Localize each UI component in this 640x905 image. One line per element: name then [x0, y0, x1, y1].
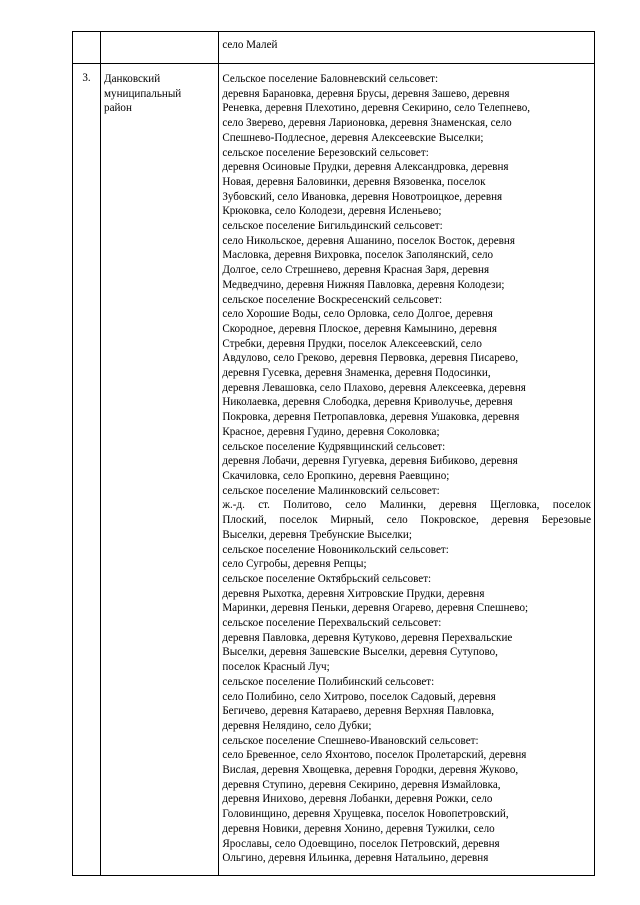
settlement-line: сельское поселение Воскресенский сельсовет: [222, 293, 443, 306]
settlement-line: Долгое, село Стрешнево, деревня Красная Заря, деревня [222, 264, 490, 277]
settlement-line: село Никольское, деревня Ашанино, поселок Восток, деревня [222, 234, 515, 247]
table-row [73, 64, 595, 876]
settlement-line: сельское поселение Октябрьский сельсовет: [222, 572, 432, 585]
settlement-line: Новая, деревня Баловинки, деревня Вязовенка, поселок [222, 175, 486, 188]
settlement-line: деревня Осиновые Прудки, деревня Александровка, деревня [222, 161, 509, 174]
settlement-line: Красное, деревня Гудино, деревня Соколовка; [222, 425, 440, 438]
settlement-line: Маринки, деревня Пеньки, деревня Огарево, деревня Спешнево; [222, 602, 529, 615]
settlement-line: Спешнево-Подлесное, деревня Алексеевские Выселки; [222, 131, 484, 144]
settlement-line: сельское поселение Березовский сельсовет: [222, 146, 429, 159]
settlement-line: Масловка, деревня Вихровка, поселок Заполянский, село [222, 249, 494, 262]
settlement-line: сельское поселение Перехвальский сельсовет: [222, 617, 442, 630]
settlement-line: Ольгино, деревня Ильинка, деревня Натальино, деревня [222, 852, 489, 865]
settlement-line: село Малей [222, 39, 278, 51]
settlement-line: Бегичево, деревня Катараево, деревня Верхняя Павловка, [222, 705, 495, 718]
settlement-line: Медведчино, деревня Нижняя Павловка, деревня Колодези; [222, 278, 505, 291]
settlement-line: Головинщино, деревня Хрущевка, поселок Новопетровский, [222, 808, 509, 821]
settlement-line: Скачиловка, село Еропкино, деревня Раевщино; [222, 469, 450, 482]
settlement-line: Покровка, деревня Петропавловка, деревня Ушаковка, деревня [222, 411, 520, 424]
settlement-line: село Бревенное, село Яхонтово, поселок Пролетарский, деревня [222, 749, 527, 762]
settlement-line: сельское поселение Кудрявщинский сельсовет: [222, 440, 446, 453]
settlement-line: Крюковка, село Колодези, деревня Исленьево; [222, 205, 442, 218]
settlement-line: село Сугробы, деревня Репцы; [222, 558, 367, 571]
settlement-line: деревня Рыхотка, деревня Хитровские Прудки, деревня [222, 587, 485, 600]
settlement-line: село Зверево, деревня Ларионовка, деревня Знаменская, село [222, 117, 512, 130]
settlements-table [72, 31, 595, 876]
settlement-line: сельское поселение Бигильдинский сельсовет: [222, 220, 443, 233]
table-row [73, 32, 595, 64]
settlement-line: село Хорошие Воды, село Орловка, село Долгое, деревня [222, 308, 493, 321]
settlement-line: деревня Нелядино, село Дубки; [222, 719, 372, 732]
district-cell [101, 32, 219, 64]
settlement-line: сельское поселение Новоникольский сельсовет: [222, 543, 449, 556]
settlement-line: Выселки, деревня Зашевские Выселки, деревня Сутупово, [222, 646, 498, 659]
settlement-line: поселок Красный Луч; [222, 661, 330, 674]
settlement-line: ж.-д. ст. Политово, село Малинки, деревня Щегловка, поселок [222, 499, 591, 512]
settlement-line: сельское поселение Малинковский сельсовет: [222, 484, 440, 497]
row-number-cell [73, 32, 101, 64]
settlement-line: деревня Лобачи, деревня Гугуевка, деревня Бибиково, деревня [222, 455, 518, 468]
district-cell [101, 64, 219, 876]
settlement-line: Плоский, поселок Мирный, село Покровское, деревня Березовые [222, 514, 591, 527]
settlement-line: Скородное, деревня Плоское, деревня Камынино, деревня [222, 322, 497, 335]
settlements-cell [219, 32, 595, 64]
settlement-line: деревня Барановка, деревня Брусы, деревня Зашево, деревня [222, 87, 510, 100]
settlement-line: Авдулово, село Греково, деревня Первовка, деревня Писарево, [222, 352, 519, 365]
settlement-line: Стребки, деревня Прудки, поселок Алексеевский, село [222, 337, 482, 350]
settlement-line: деревня Новики, деревня Хонино, деревня Тужилки, село [222, 822, 495, 835]
settlement-line: деревня Гусевка, деревня Знаменка, деревня Подосинки, [222, 367, 491, 380]
settlements-cell [219, 64, 595, 876]
settlement-line: Сельское поселение Баловневский сельсовет: [222, 73, 439, 85]
settlement-line: деревня Павловка, деревня Кутуково, деревня Перехвальские [222, 631, 513, 644]
district-name-line: муниципальный [104, 87, 182, 100]
row-number-cell: 3. [73, 64, 101, 876]
district-name-line: Данковский [104, 73, 161, 85]
settlement-line: Николаевка, деревня Слободка, деревня Криволучье, деревня [222, 396, 513, 409]
settlement-line: Вислая, деревня Хвощевка, деревня Городки, деревня Жуково, [222, 764, 519, 777]
settlement-line: деревня Левашовка, село Плахово, деревня Алексеевка, деревня [222, 381, 526, 394]
district-name-line: район [104, 102, 132, 115]
settlement-line: деревня Ступино, деревня Секирино, деревня Измайловка, [222, 778, 501, 791]
settlement-line: деревня Иниховo, деревня Лобанки, деревня Рожки, село [222, 793, 493, 806]
settlement-line: Выселки, деревня Требунские Выселки; [222, 528, 412, 541]
settlement-line: Зубовский, село Ивановка, деревня Новотроицкое, деревня [222, 190, 503, 203]
settlement-line: сельское поселение Полибинский сельсовет: [222, 675, 435, 688]
settlement-line: Реневка, деревня Плехотино, деревня Секирино, село Телепнево, [222, 102, 531, 115]
settlement-line: Ярославы, село Одоевщино, поселок Петровский, деревня [222, 837, 500, 850]
settlement-line: село Полибино, село Хитрово, поселок Садовый, деревня [222, 690, 496, 703]
settlement-line: сельское поселение Спешнево-Ивановский сельсовет: [222, 734, 479, 747]
